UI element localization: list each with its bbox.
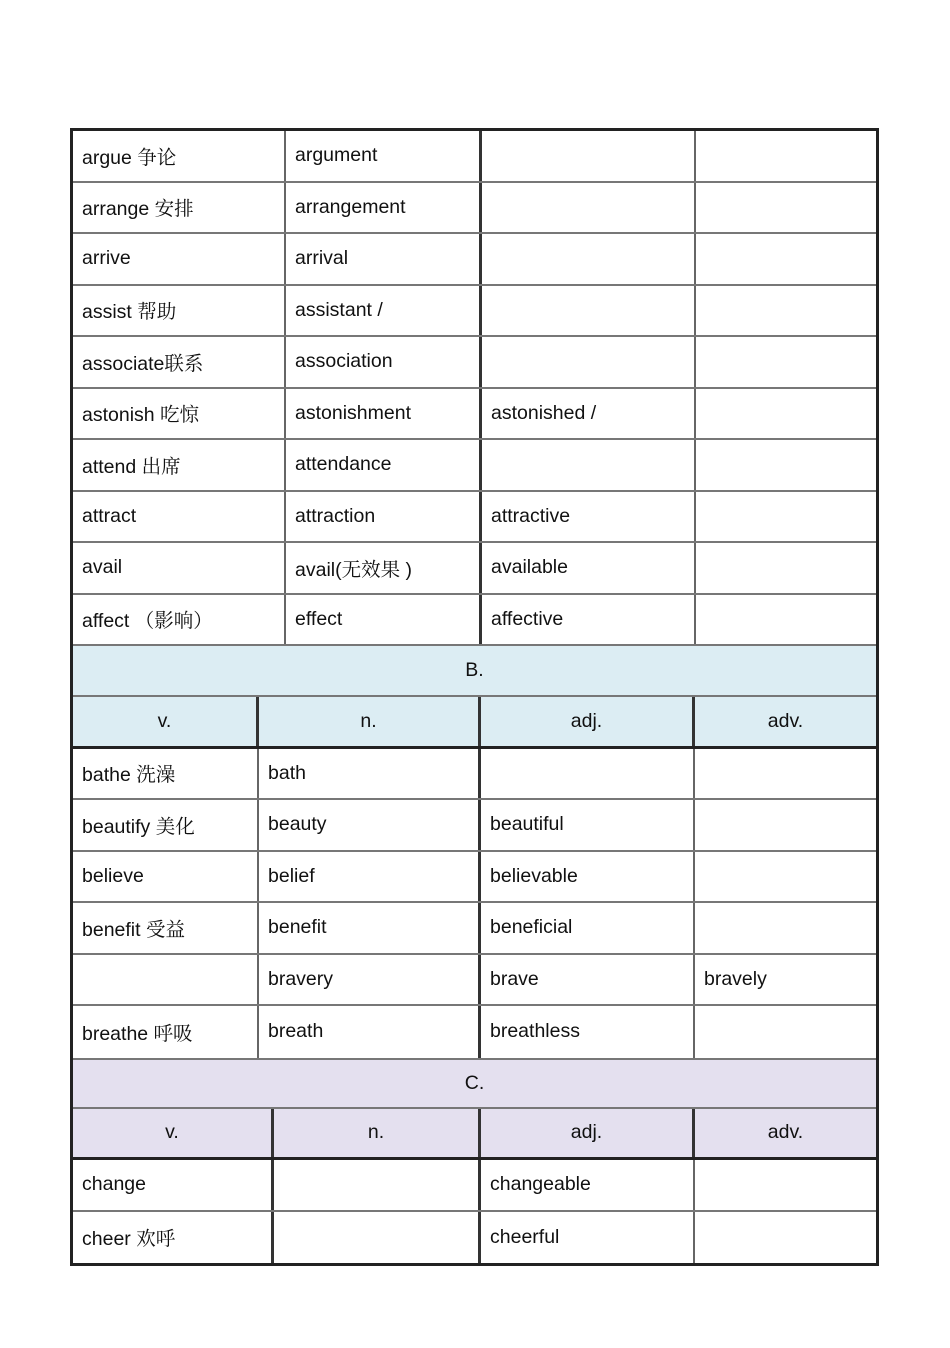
adverb-cell xyxy=(696,595,876,645)
noun-cell xyxy=(274,1212,481,1264)
verb-cell xyxy=(73,955,259,1005)
table-row xyxy=(73,1212,876,1264)
noun-cell: bath xyxy=(259,749,481,799)
adverb-cell xyxy=(695,1212,876,1264)
noun-cell: benefit xyxy=(259,903,481,953)
verb-cell: believe xyxy=(73,852,259,902)
header-verb: v. xyxy=(73,1109,274,1158)
adjective-cell xyxy=(482,183,696,233)
table-row xyxy=(73,1160,876,1212)
section-c-table xyxy=(70,1058,879,1267)
adverb-cell xyxy=(695,749,876,799)
table-row xyxy=(73,389,876,441)
table-row xyxy=(73,286,876,338)
noun-cell xyxy=(274,1160,481,1210)
noun-cell: arrangement xyxy=(286,183,482,233)
adjective-cell: beautiful xyxy=(481,800,695,850)
verb-cell: associate联系 xyxy=(73,337,286,387)
adverb-cell xyxy=(695,903,876,953)
table-row xyxy=(73,595,876,647)
verb-cell: assist 帮助 xyxy=(73,286,286,336)
adjective-cell xyxy=(481,749,695,799)
noun-cell: association xyxy=(286,337,482,387)
noun-cell: attendance xyxy=(286,440,482,490)
noun-cell: attraction xyxy=(286,492,482,542)
noun-cell: assistant / xyxy=(286,286,482,336)
adjective-cell: beneficial xyxy=(481,903,695,953)
section-b-table xyxy=(70,646,879,1058)
verb-cell: astonish 吃惊 xyxy=(73,389,286,439)
table-row xyxy=(73,800,876,852)
noun-cell: effect xyxy=(286,595,482,645)
verb-cell: beautify 美化 xyxy=(73,800,259,850)
adverb-cell xyxy=(695,1160,876,1210)
adverb-cell xyxy=(696,183,876,233)
adjective-cell xyxy=(482,131,696,181)
verb-cell: affect （影响） xyxy=(73,595,286,645)
table-row xyxy=(73,492,876,544)
adjective-cell: brave xyxy=(481,955,695,1005)
table-row xyxy=(73,749,876,801)
adjective-cell: changeable xyxy=(481,1160,695,1210)
table-row xyxy=(73,903,876,955)
adverb-cell xyxy=(696,286,876,336)
header-noun: n. xyxy=(259,697,481,746)
adverb-cell xyxy=(696,234,876,284)
adjective-cell xyxy=(482,234,696,284)
verb-cell: cheer 欢呼 xyxy=(73,1212,274,1264)
section-a-table xyxy=(70,128,879,646)
verb-cell: attract xyxy=(73,492,286,542)
noun-cell: beauty xyxy=(259,800,481,850)
header-adjective: adj. xyxy=(481,1109,695,1158)
verb-cell: bathe 洗澡 xyxy=(73,749,259,799)
adjective-cell: breathless xyxy=(481,1006,695,1058)
adjective-cell xyxy=(482,337,696,387)
adverb-cell xyxy=(696,440,876,490)
table-row xyxy=(73,234,876,286)
section-b-header-row xyxy=(73,697,876,749)
adverb-cell xyxy=(696,492,876,542)
header-verb: v. xyxy=(73,697,259,746)
verb-cell: benefit 受益 xyxy=(73,903,259,953)
verb-cell: arrange 安排 xyxy=(73,183,286,233)
section-c-title: C. xyxy=(73,1058,876,1109)
adjective-cell: attractive xyxy=(482,492,696,542)
noun-cell: argument xyxy=(286,131,482,181)
adjective-cell: believable xyxy=(481,852,695,902)
adverb-cell xyxy=(695,1006,876,1058)
noun-cell: arrival xyxy=(286,234,482,284)
verb-cell: attend 出席 xyxy=(73,440,286,490)
noun-cell: belief xyxy=(259,852,481,902)
verb-cell: change xyxy=(73,1160,274,1210)
verb-cell: avail xyxy=(73,543,286,593)
section-c-header-row xyxy=(73,1109,876,1161)
table-row xyxy=(73,955,876,1007)
adverb-cell xyxy=(695,800,876,850)
adverb-cell: bravely xyxy=(704,967,767,990)
adverb-cell xyxy=(695,852,876,902)
adjective-cell xyxy=(482,440,696,490)
vocabulary-table xyxy=(70,128,879,1266)
noun-cell: astonishment xyxy=(286,389,482,439)
header-adverb: adv. xyxy=(767,1121,804,1144)
table-row xyxy=(73,1006,876,1058)
adjective-cell: astonished / xyxy=(482,389,696,439)
table-row xyxy=(73,543,876,595)
verb-cell: arrive xyxy=(73,234,286,284)
noun-cell: breath xyxy=(259,1006,481,1058)
table-row xyxy=(73,337,876,389)
verb-cell: argue 争论 xyxy=(73,131,286,181)
section-b-title: B. xyxy=(73,646,876,697)
table-row xyxy=(73,183,876,235)
adjective-cell: available xyxy=(482,543,696,593)
header-noun: n. xyxy=(274,1109,481,1158)
adverb-cell xyxy=(696,543,876,593)
adverb-cell xyxy=(696,389,876,439)
adverb-cell xyxy=(696,337,876,387)
noun-cell: avail(无效果 ) xyxy=(286,543,482,593)
adjective-cell: affective xyxy=(482,595,696,645)
header-adjective: adj. xyxy=(481,697,695,746)
adjective-cell: cheerful xyxy=(481,1212,695,1264)
table-row xyxy=(73,131,876,183)
header-adverb: adv. xyxy=(767,709,804,732)
table-row xyxy=(73,852,876,904)
noun-cell: bravery xyxy=(259,955,481,1005)
adjective-cell xyxy=(482,286,696,336)
table-row xyxy=(73,440,876,492)
verb-cell: breathe 呼吸 xyxy=(73,1006,259,1058)
adverb-cell xyxy=(696,131,876,181)
